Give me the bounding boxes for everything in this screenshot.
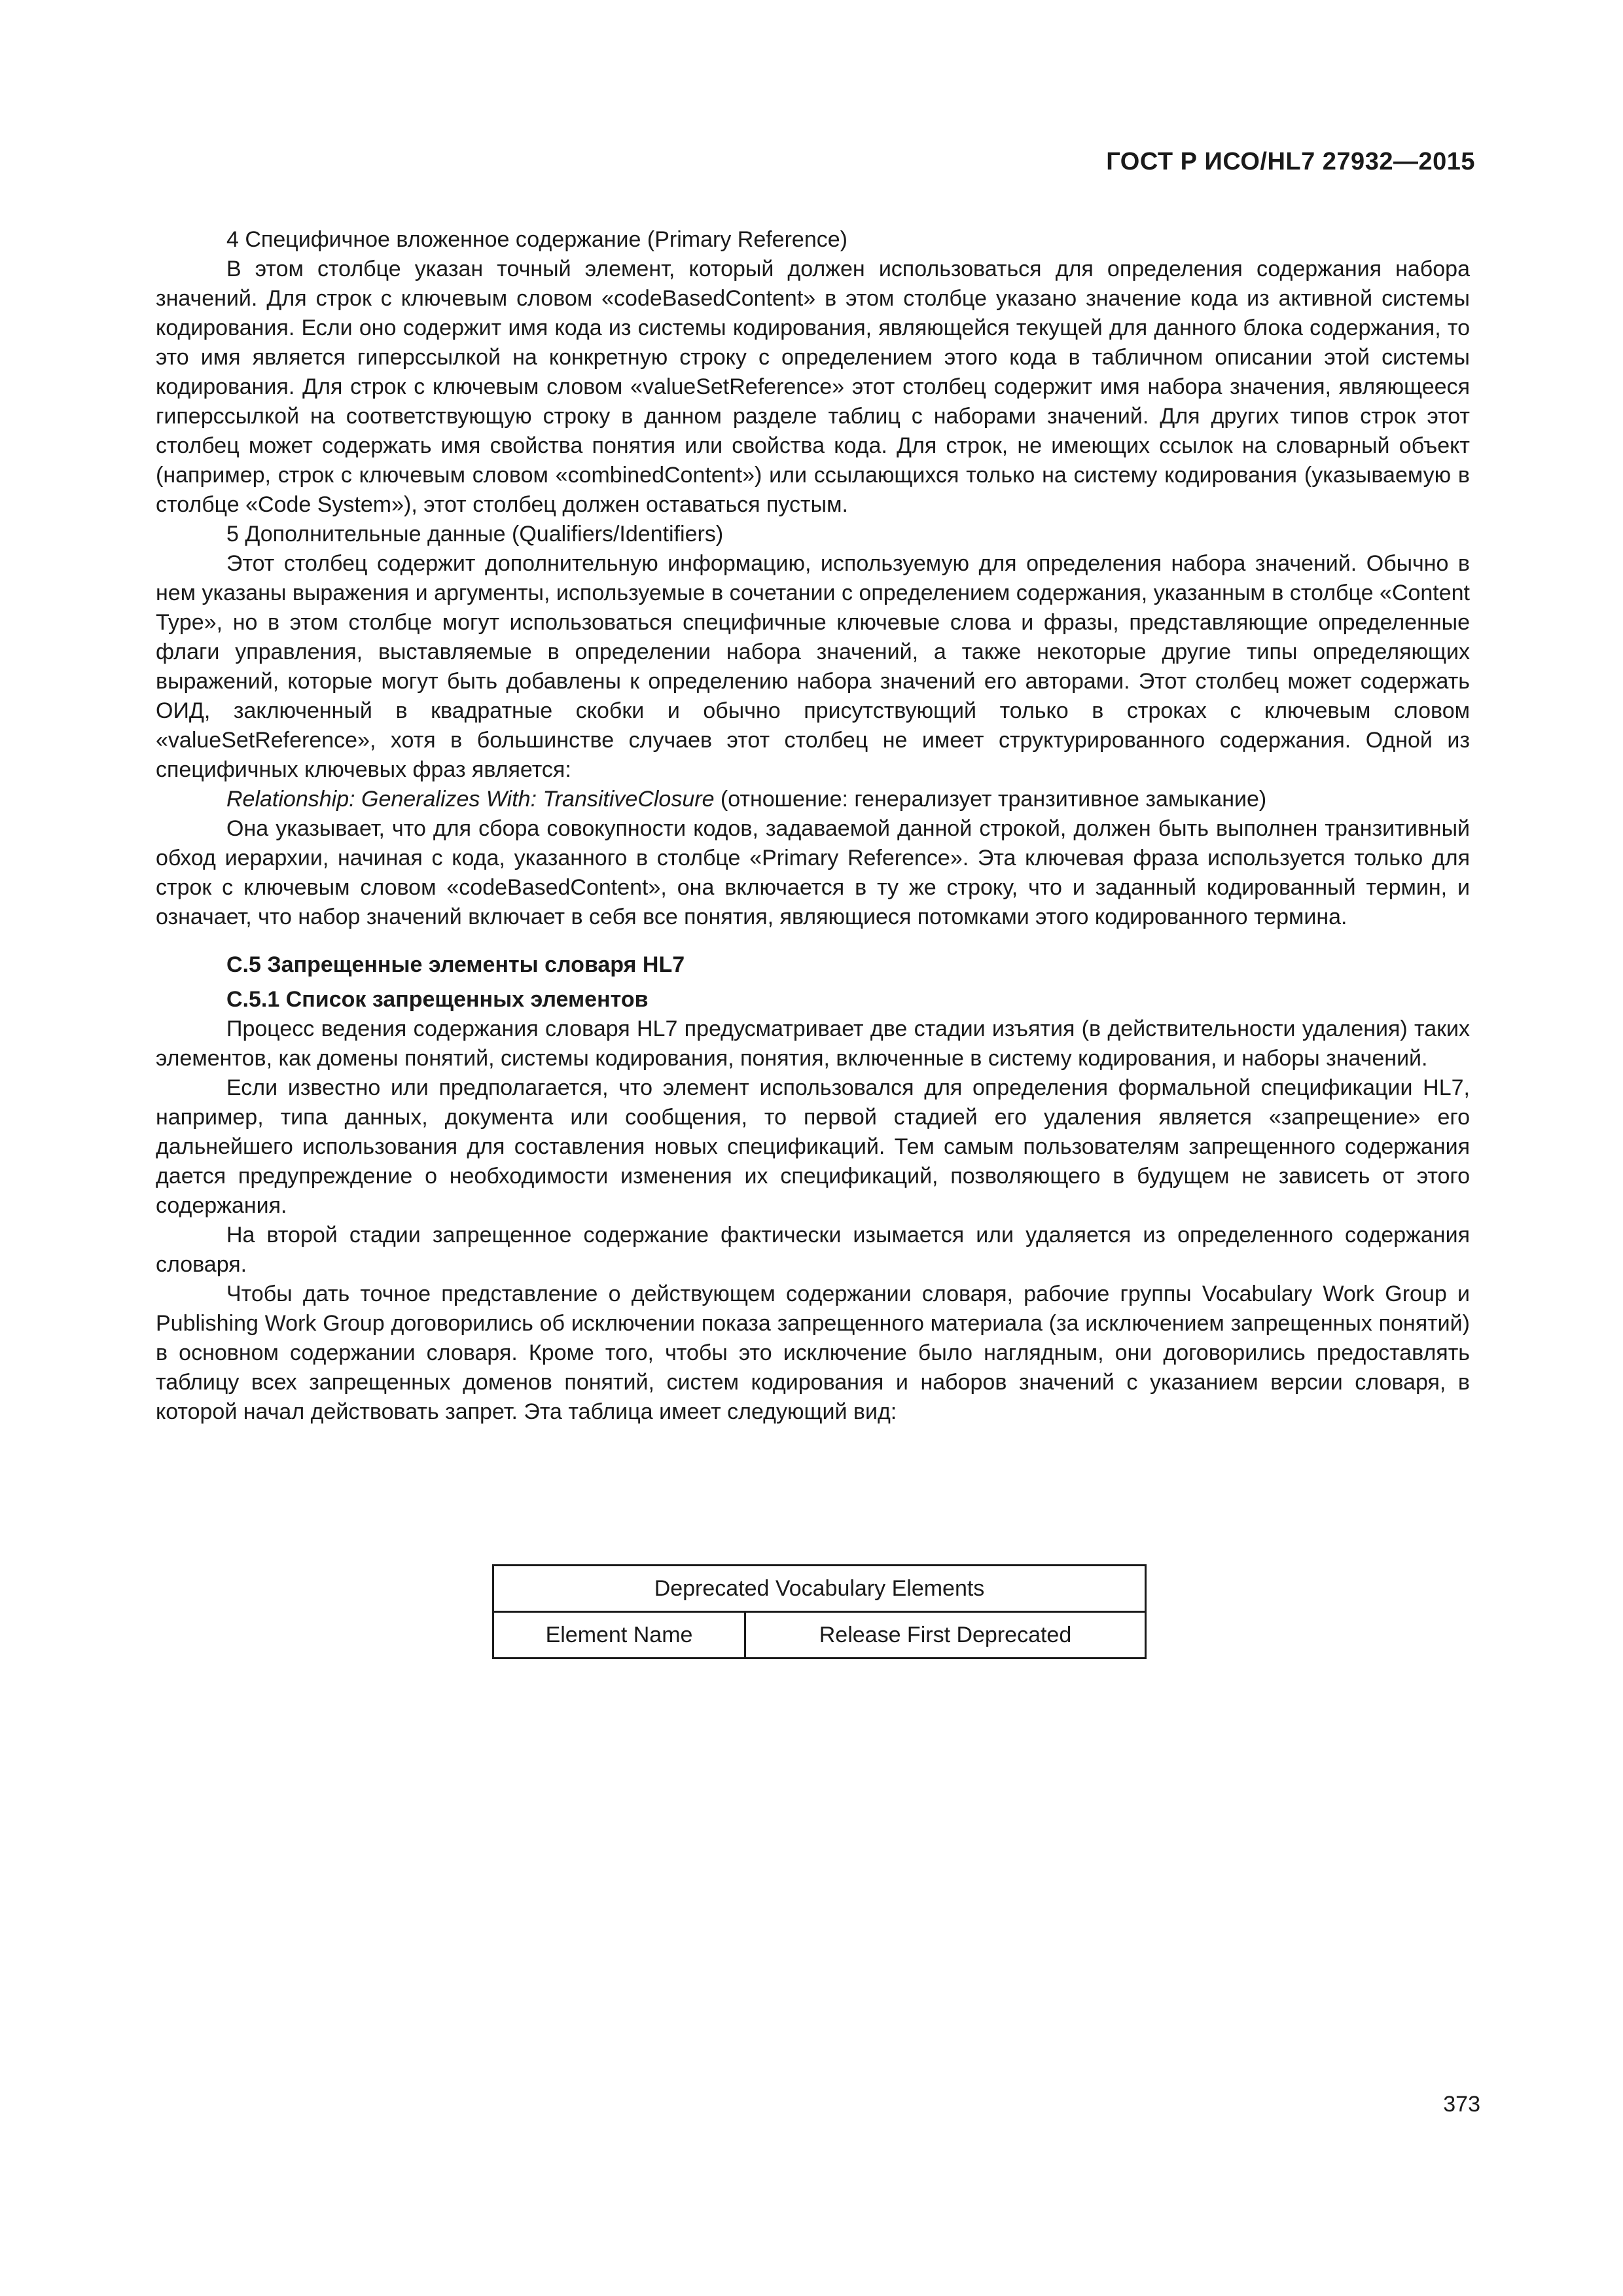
section5-heading: 5 Дополнительные данные (Qualifiers/Identifiers) [226, 522, 724, 547]
table-header-row [493, 1612, 1146, 1659]
section4-heading: 4 Специфичное вложенное содержание (Primary Reference) [226, 227, 847, 252]
c51-paragraph-3: На второй стадии запрещенное содержание фактически изымается или удаляется из определенного содержания словаря. [156, 1223, 1470, 1277]
document-header: ГОСТ Р ИСО/HL7 27932—2015 [1106, 148, 1475, 175]
page-number: 373 [1443, 2092, 1480, 2117]
section5-after-paragraph: Она указывает, что для сбора совокупности кодов, задаваемой данной строкой, должен быть выполнен транзитивный обход иерархии, начиная с кода, указанного в столбце «Primary Reference». Эта ключевая фраза используется только для строк с ключевым словом «codeBasedContent», она включается в ту же строку, что и заданный кодированный термин, и означает, что набор значений включает в себя все понятия, являющиеся потомками этого кодированного термина. [156, 816, 1470, 929]
c51-paragraph-4: Чтобы дать точное представление о действующем содержании словаря, рабочие группы Vocabulary Work Group и Publishing Work Group договорились об исключении показа запрещенного материала (за исключением запрещенных понятий) в основном содержании словаря. Кроме того, чтобы это исключение было наглядным, они договорились предоставлять таблицу всех запрещенных доменов понятий, систем кодирования и наборов значений с указанием версии словаря, в которой начал действовать запрет. Эта таблица имеет следующий вид: [156, 1282, 1470, 1424]
document-body [156, 225, 1470, 1427]
column-header-element-name: Element Name [493, 1612, 745, 1659]
table-title-row [493, 1566, 1146, 1612]
column-header-release-first-deprecated: Release First Deprecated [745, 1612, 1146, 1659]
keyphrase-translation: (отношение: генерализует транзитивное замыкание) [714, 787, 1267, 812]
keyphrase-italic: Relationship: Generalizes With: TransitiveClosure [226, 787, 715, 812]
deprecated-elements-table [492, 1564, 1147, 1659]
keyphrase-line [156, 785, 1470, 814]
c51-paragraph-2: Если известно или предполагается, что элемент использовался для определения формальной спецификации HL7, например, типа данных, документа или сообщения, то первой стадией его удаления является «запрещение» его дальнейшего использования для составления новых спецификаций. Тем самым пользователям запрещенного содержания дается предупреждение о необходимости изменения их спецификаций, позволяющего в будущем не зависеть от этого содержания. [156, 1075, 1470, 1218]
section4-paragraph: В этом столбце указан точный элемент, который должен использоваться для определения содержания набора значений. Для строк с ключевым словом «codeBasedContent» в этом столбце указано значение кода из активной системы кодирования. Если оно содержит имя кода из системы кодирования, являющейся текущей для данного блока содержания, то это имя является гиперссылкой на конкретную строку с определением этого кода в табличном описании этой системы кодирования. Для строк с ключевым словом «valueSetReference» этот столбец содержит имя набора значения, являющееся гиперссылкой на соответствующую строку в данном разделе таблиц с наборами значений. Для других типов строк этот столбец может содержать имя свойства понятия или свойства кода. Для строк, не имеющих ссылок на словарный объект (например, строк с ключевым словом «combinedContent») или ссылающихся только на систему кодирования (указываемую в столбце «Code System»), этот столбец должен оставаться пустым. [156, 257, 1470, 517]
table-title: Deprecated Vocabulary Elements [493, 1566, 1146, 1612]
c51-paragraph-1: Процесс ведения содержания словаря HL7 предусматривает две стадии изъятия (в действительности удаления) таких элементов, как домены понятий, системы кодирования, понятия, включенные в систему кодирования, и наборы значений. [156, 1016, 1470, 1071]
section-c5-heading: С.5 Запрещенные элементы словаря HL7 [226, 952, 685, 977]
section5-paragraph: Этот столбец содержит дополнительную информацию, используемую для определения набора значений. Обычно в нем указаны выражения и аргументы, используемые в сочетании с определением содержания, указанным в столбце «Content Type», но в этом столбце могут использоваться специфичные ключевые слова и фразы, представляющие определенные флаги управления, выставляемые в определении набора значений, а также некоторые другие типы определяющих выражений, которые могут быть добавлены к определению набора значений его авторами. Этот столбец может содержать ОИД, заключенный в квадратные скобки и обычно присутствующий только в строках с ключевым словом «valueSetReference», хотя в большинстве случаев этот столбец не имеет структурированного содержания. Одной из специфичных ключевых фраз является: [156, 551, 1470, 782]
section-c51-heading: С.5.1 Список запрещенных элементов [226, 987, 649, 1012]
